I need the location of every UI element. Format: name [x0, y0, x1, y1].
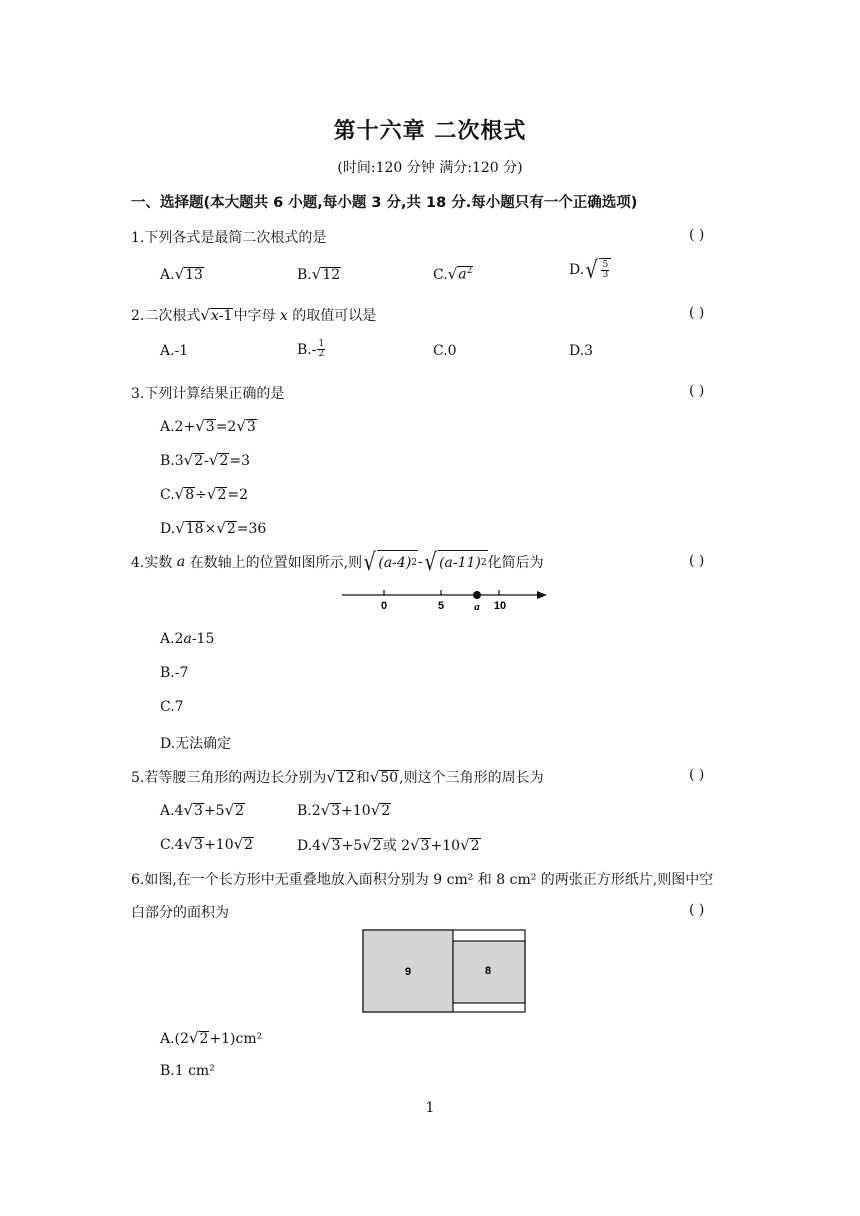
exam-info: (时间:120 分钟 满分:120 分)	[337, 160, 523, 176]
answer-blank-3: ( )	[689, 383, 705, 399]
q2-option-b: B.- $\frac{1}{2}$	[297, 339, 325, 360]
number-line-arrow	[537, 591, 547, 599]
point-a	[473, 591, 481, 599]
section-heading: 一、选择题(本大题共 6 小题,每小题 3 分,共 18 分.每小题只有一个正确选项)	[131, 195, 638, 211]
q5-option-a: A.4√3+5√2	[160, 801, 245, 819]
tick-label-10: 10	[493, 600, 507, 612]
question-3-stem: 3.下列计算结果正确的是	[131, 386, 285, 402]
page-number: 1	[425, 1100, 435, 1116]
q5-option-d: D.4√3+5√2或 2√3+10√2	[297, 836, 480, 854]
q1-option-d: D. √ $\frac{5}{3}$	[569, 258, 611, 282]
point-label-a: a	[474, 601, 480, 613]
q2-option-d: D.3	[569, 343, 594, 359]
question-5-stem: 5.若等腰三角形的两边长分别为√12和√50,则这个三角形的周长为	[131, 768, 544, 786]
label-9: 9	[404, 966, 412, 978]
answer-blank-4: ( )	[689, 553, 705, 569]
q2-option-c: C.0	[433, 343, 457, 359]
q3-option-d: D.√18×√2=36	[160, 519, 267, 537]
q5-option-c: C.4√3+10√2	[160, 835, 254, 853]
q4-option-a: A.2a-15	[160, 631, 215, 647]
q3-option-c: C.√8÷√2=2	[160, 485, 249, 503]
q5-option-b: B.2√3+10√2	[297, 801, 391, 819]
tick-label-0: 0	[380, 600, 388, 612]
q6-option-b: B.1 cm²	[160, 1063, 215, 1079]
rectangle-squares-figure	[362, 929, 526, 1013]
answer-blank-2: ( )	[689, 305, 705, 321]
q6-option-a: A.(2√2+1)cm²	[160, 1029, 263, 1047]
q1-option-a: A.√13	[160, 265, 203, 283]
answer-blank-5: ( )	[689, 767, 705, 783]
answer-blank-6: ( )	[689, 902, 705, 918]
question-1-stem: 1.下列各式是最简二次根式的是	[131, 230, 327, 246]
q1-option-b: B.√12	[297, 265, 341, 283]
q4-option-c: C.7	[160, 699, 184, 715]
q4-option-d: D.无法确定	[160, 736, 232, 752]
q4-option-b: B.-7	[160, 665, 189, 681]
page-title: 第十六章 二次根式	[333, 119, 527, 144]
q3-option-b: B.3√2-√2=3	[160, 451, 250, 469]
tick-label-5: 5	[437, 600, 445, 612]
question-4-stem: 4.实数 a 在数轴上的位置如图所示,则 √ (a-4) 2 - √ (a-11) 2 化简后为	[131, 548, 544, 576]
q1-option-c: $C.√a^2$	[433, 265, 473, 283]
number-line-figure	[340, 585, 552, 617]
question-6-stem-line2: 白部分的面积为	[131, 905, 229, 921]
question-2-stem: 2.二次根式√x-1中字母 x 的取值可以是	[131, 306, 377, 324]
label-8: 8	[484, 965, 492, 977]
q3-option-a: A.2+√3=2√3	[160, 417, 256, 435]
answer-blank-1: ( )	[689, 227, 705, 243]
question-6-stem-line1: 6.如图,在一个长方形中无重叠地放入面积分别为 9 cm² 和 8 cm² 的两张正方形纸片,则图中空	[131, 872, 714, 888]
q2-option-a: A.-1	[160, 343, 189, 359]
